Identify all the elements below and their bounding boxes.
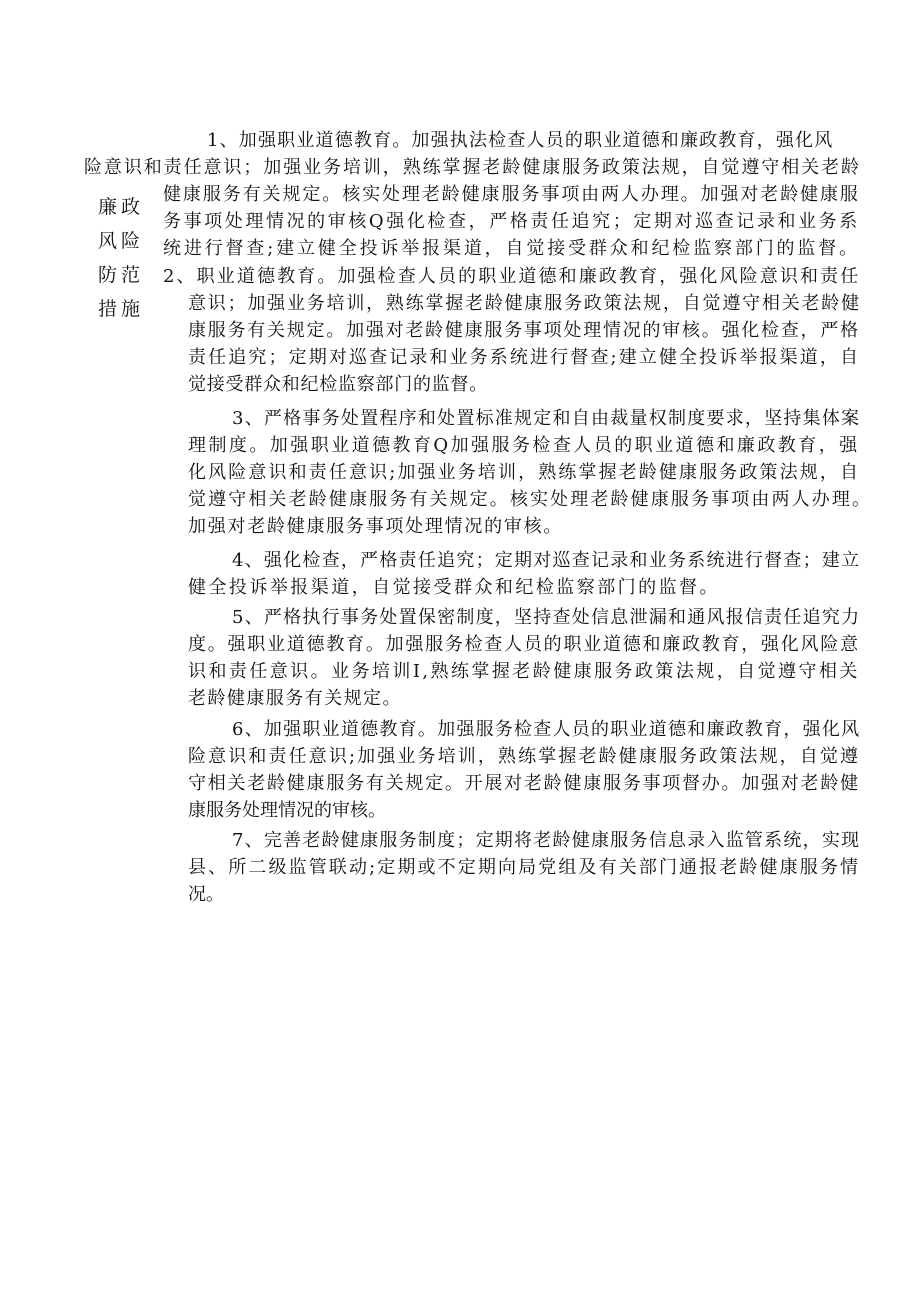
- text-line: 责任追究；定期对巡查记录和业务系统进行督查;建立健全投诉举报渠道，自: [188, 347, 860, 368]
- text-line: 统进行督查;建立健全投诉举报渠道，自觉接受群众和纪检监察部门的监督。: [163, 238, 860, 259]
- text-line: 况。: [188, 884, 224, 905]
- section-label-line: 防范: [98, 264, 145, 286]
- section-label-line: 廉政: [98, 196, 145, 218]
- text-line: 县、所二级监管联动;定期或不定期向局党组及有关部门通报老龄健康服务情: [188, 857, 860, 878]
- section-label: [98, 190, 154, 326]
- text-line: 守相关老龄健康服务有关规定。开展对老龄健康服务事项督办。加强对老龄健: [188, 773, 860, 794]
- text-line: 健康服务有关规定。核实处理老龄健康服务事项由两人办理。加强对老龄健康服: [163, 184, 860, 205]
- text-line: 意识；加强业务培训，熟练掌握老龄健康服务政策法规，自觉遵守相关老龄健: [188, 293, 861, 314]
- text-line: 2、职业道德教育。加强检查人员的职业道德和廉政教育，强化风险意识和责任: [163, 266, 860, 287]
- text-line: 7、完善老龄健康服务制度；定期将老龄健康服务信息录入监管系统，实现: [232, 830, 860, 851]
- text-line: 康服务处理情况的审核。: [188, 800, 386, 821]
- text-line: 5、严格执行事务处置保密制度，坚持查处信息泄漏和通风报信责任追究力: [232, 607, 860, 628]
- text-line: 化风险意识和责任意识;加强业务培训，熟练掌握老龄健康服务政策法规，自: [188, 462, 860, 483]
- text-line: 险意识和责任意识；加强业务培训，熟练掌握老龄健康服务政策法规，自觉遵守相关老龄: [84, 157, 861, 178]
- text-line: 1、加强职业道德教育。加强执法检查人员的职业道德和廉政教育，强化风: [207, 130, 833, 151]
- text-line: 觉接受群众和纪检监察部门的监督。: [188, 374, 488, 395]
- text-line: 6、加强职业道德教育。加强服务检查人员的职业道德和廉政教育，强化风: [232, 719, 860, 740]
- text-line: 3、严格事务处置程序和处置标准规定和自由裁量权制度要求，坚持集体案: [232, 408, 860, 429]
- text-line: 务事项处理情况的审核Q强化检查，严格责任追究；定期对巡查记录和业务系: [163, 211, 860, 232]
- text-line: 度。强职业道德教育。加强服务检查人员的职业道德和廉政教育，强化风险意: [188, 634, 860, 655]
- text-line: 康服务有关规定。加强对老龄健康服务事项处理情况的审核。强化检查，严格: [188, 320, 860, 341]
- text-line: 加强对老龄健康服务事项处理情况的审核。: [188, 516, 563, 537]
- text-line: 觉遵守相关老龄健康服务有关规定。核实处理老龄健康服务事项由两人办理。: [188, 489, 872, 510]
- text-line: 识和责任意识。业务培训I,熟练掌握老龄健康服务政策法规，自觉遵守相关: [188, 661, 860, 682]
- text-line: 险意识和责任意识;加强业务培训，熟练掌握老龄健康服务政策法规，自觉遵: [188, 746, 860, 767]
- section-label-line: 措施: [98, 298, 145, 320]
- text-line: 理制度。加强职业道德教育Q加强服务检查人员的职业道德和廉政教育，强: [188, 435, 860, 456]
- text-line: 老龄健康服务有关规定。: [188, 688, 402, 709]
- text-line: 健全投诉举报渠道，自觉接受群众和纪检监察部门的监督。: [188, 577, 720, 598]
- text-line: 4、强化检查，严格责任追究；定期对巡查记录和业务系统进行督查；建立: [232, 550, 860, 571]
- section-label-line: 风险: [98, 230, 145, 252]
